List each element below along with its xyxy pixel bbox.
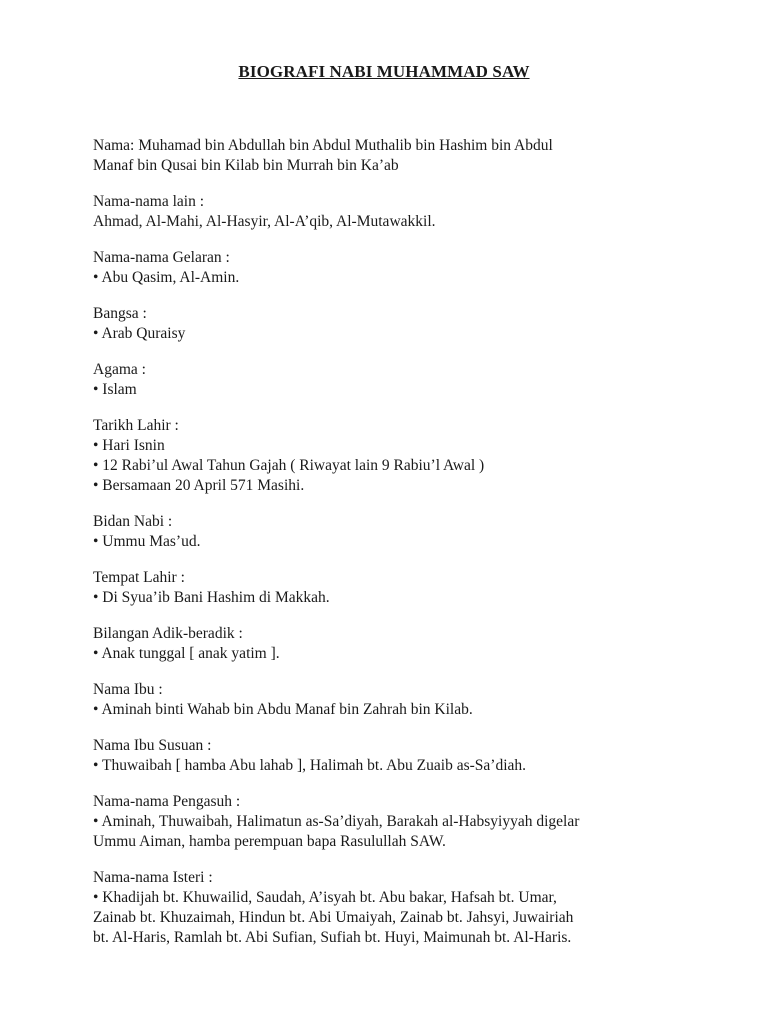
section-text-line: • Hari Isnin xyxy=(93,437,165,454)
document-section xyxy=(93,736,683,776)
section-heading: Agama : xyxy=(93,361,146,378)
section-text-line: • Khadijah bt. Khuwailid, Saudah, A’isyah bt. Abu bakar, Hafsah bt. Umar, xyxy=(93,889,557,906)
section-text-line: Zainab bt. Khuzaimah, Hindun bt. Abi Umaiyah, Zainab bt. Jahsyi, Juwairiah xyxy=(93,909,574,926)
section-text-line: • Aminah binti Wahab bin Abdu Manaf bin Zahrah bin Kilab. xyxy=(93,701,473,718)
document-section xyxy=(93,136,683,176)
section-text-line: • Aminah, Thuwaibah, Halimatun as-Sa’diyah, Barakah al-Habsyiyyah digelar xyxy=(93,813,580,830)
section-heading: Tarikh Lahir : xyxy=(93,417,179,434)
section-heading: Nama-nama lain : xyxy=(93,193,205,210)
section-text-line: • Ummu Mas’ud. xyxy=(93,533,201,550)
section-heading: Nama Ibu Susuan : xyxy=(93,737,212,754)
document-section xyxy=(93,512,683,552)
document-section xyxy=(93,360,683,400)
document-section xyxy=(93,792,683,852)
section-heading: Bidan Nabi : xyxy=(93,513,173,530)
section-text-line: • Thuwaibah [ hamba Abu lahab ], Halimah bt. Abu Zuaib as-Sa’diah. xyxy=(93,757,527,774)
section-heading: Nama-nama Pengasuh : xyxy=(93,793,241,810)
section-heading: Bilangan Adik-beradik : xyxy=(93,625,243,642)
section-text-line: • Anak tunggal [ anak yatim ]. xyxy=(93,645,280,662)
document-section xyxy=(93,868,683,948)
document-title: BIOGRAFI NABI MUHAMMAD SAW xyxy=(238,62,530,81)
document-body xyxy=(93,136,683,964)
document-section xyxy=(93,248,683,288)
section-text-line: Manaf bin Qusai bin Kilab bin Murrah bin Ka’ab xyxy=(93,157,399,174)
section-heading: Nama Ibu : xyxy=(93,681,163,698)
section-heading: Nama-nama Gelaran : xyxy=(93,249,230,266)
section-text-line: Ahmad, Al-Mahi, Al-Hasyir, Al-A’qib, Al-Mutawakkil. xyxy=(93,213,436,230)
section-heading: Bangsa : xyxy=(93,305,147,322)
document-section xyxy=(93,680,683,720)
section-text-line: • Islam xyxy=(93,381,137,398)
section-text-line: • Di Syua’ib Bani Hashim di Makkah. xyxy=(93,589,330,606)
section-text-line: • Abu Qasim, Al-Amin. xyxy=(93,269,240,286)
document-section xyxy=(93,568,683,608)
section-heading: Tempat Lahir : xyxy=(93,569,185,586)
section-text-line: • Bersamaan 20 April 571 Masihi. xyxy=(93,477,305,494)
document-section xyxy=(93,304,683,344)
document-section xyxy=(93,192,683,232)
section-heading: Nama: Muhamad bin Abdullah bin Abdul Muthalib bin Hashim bin Abdul xyxy=(93,137,553,154)
section-text-line: • 12 Rabi’ul Awal Tahun Gajah ( Riwayat lain 9 Rabiu’l Awal ) xyxy=(93,457,485,474)
document-section xyxy=(93,416,683,496)
section-text-line: bt. Al-Haris, Ramlah bt. Abi Sufian, Sufiah bt. Huyi, Maimunah bt. Al-Haris. xyxy=(93,929,572,946)
document-section xyxy=(93,624,683,664)
section-heading: Nama-nama Isteri : xyxy=(93,869,213,886)
section-text-line: Ummu Aiman, hamba perempuan bapa Rasulullah SAW. xyxy=(93,833,446,850)
section-text-line: • Arab Quraisy xyxy=(93,325,186,342)
